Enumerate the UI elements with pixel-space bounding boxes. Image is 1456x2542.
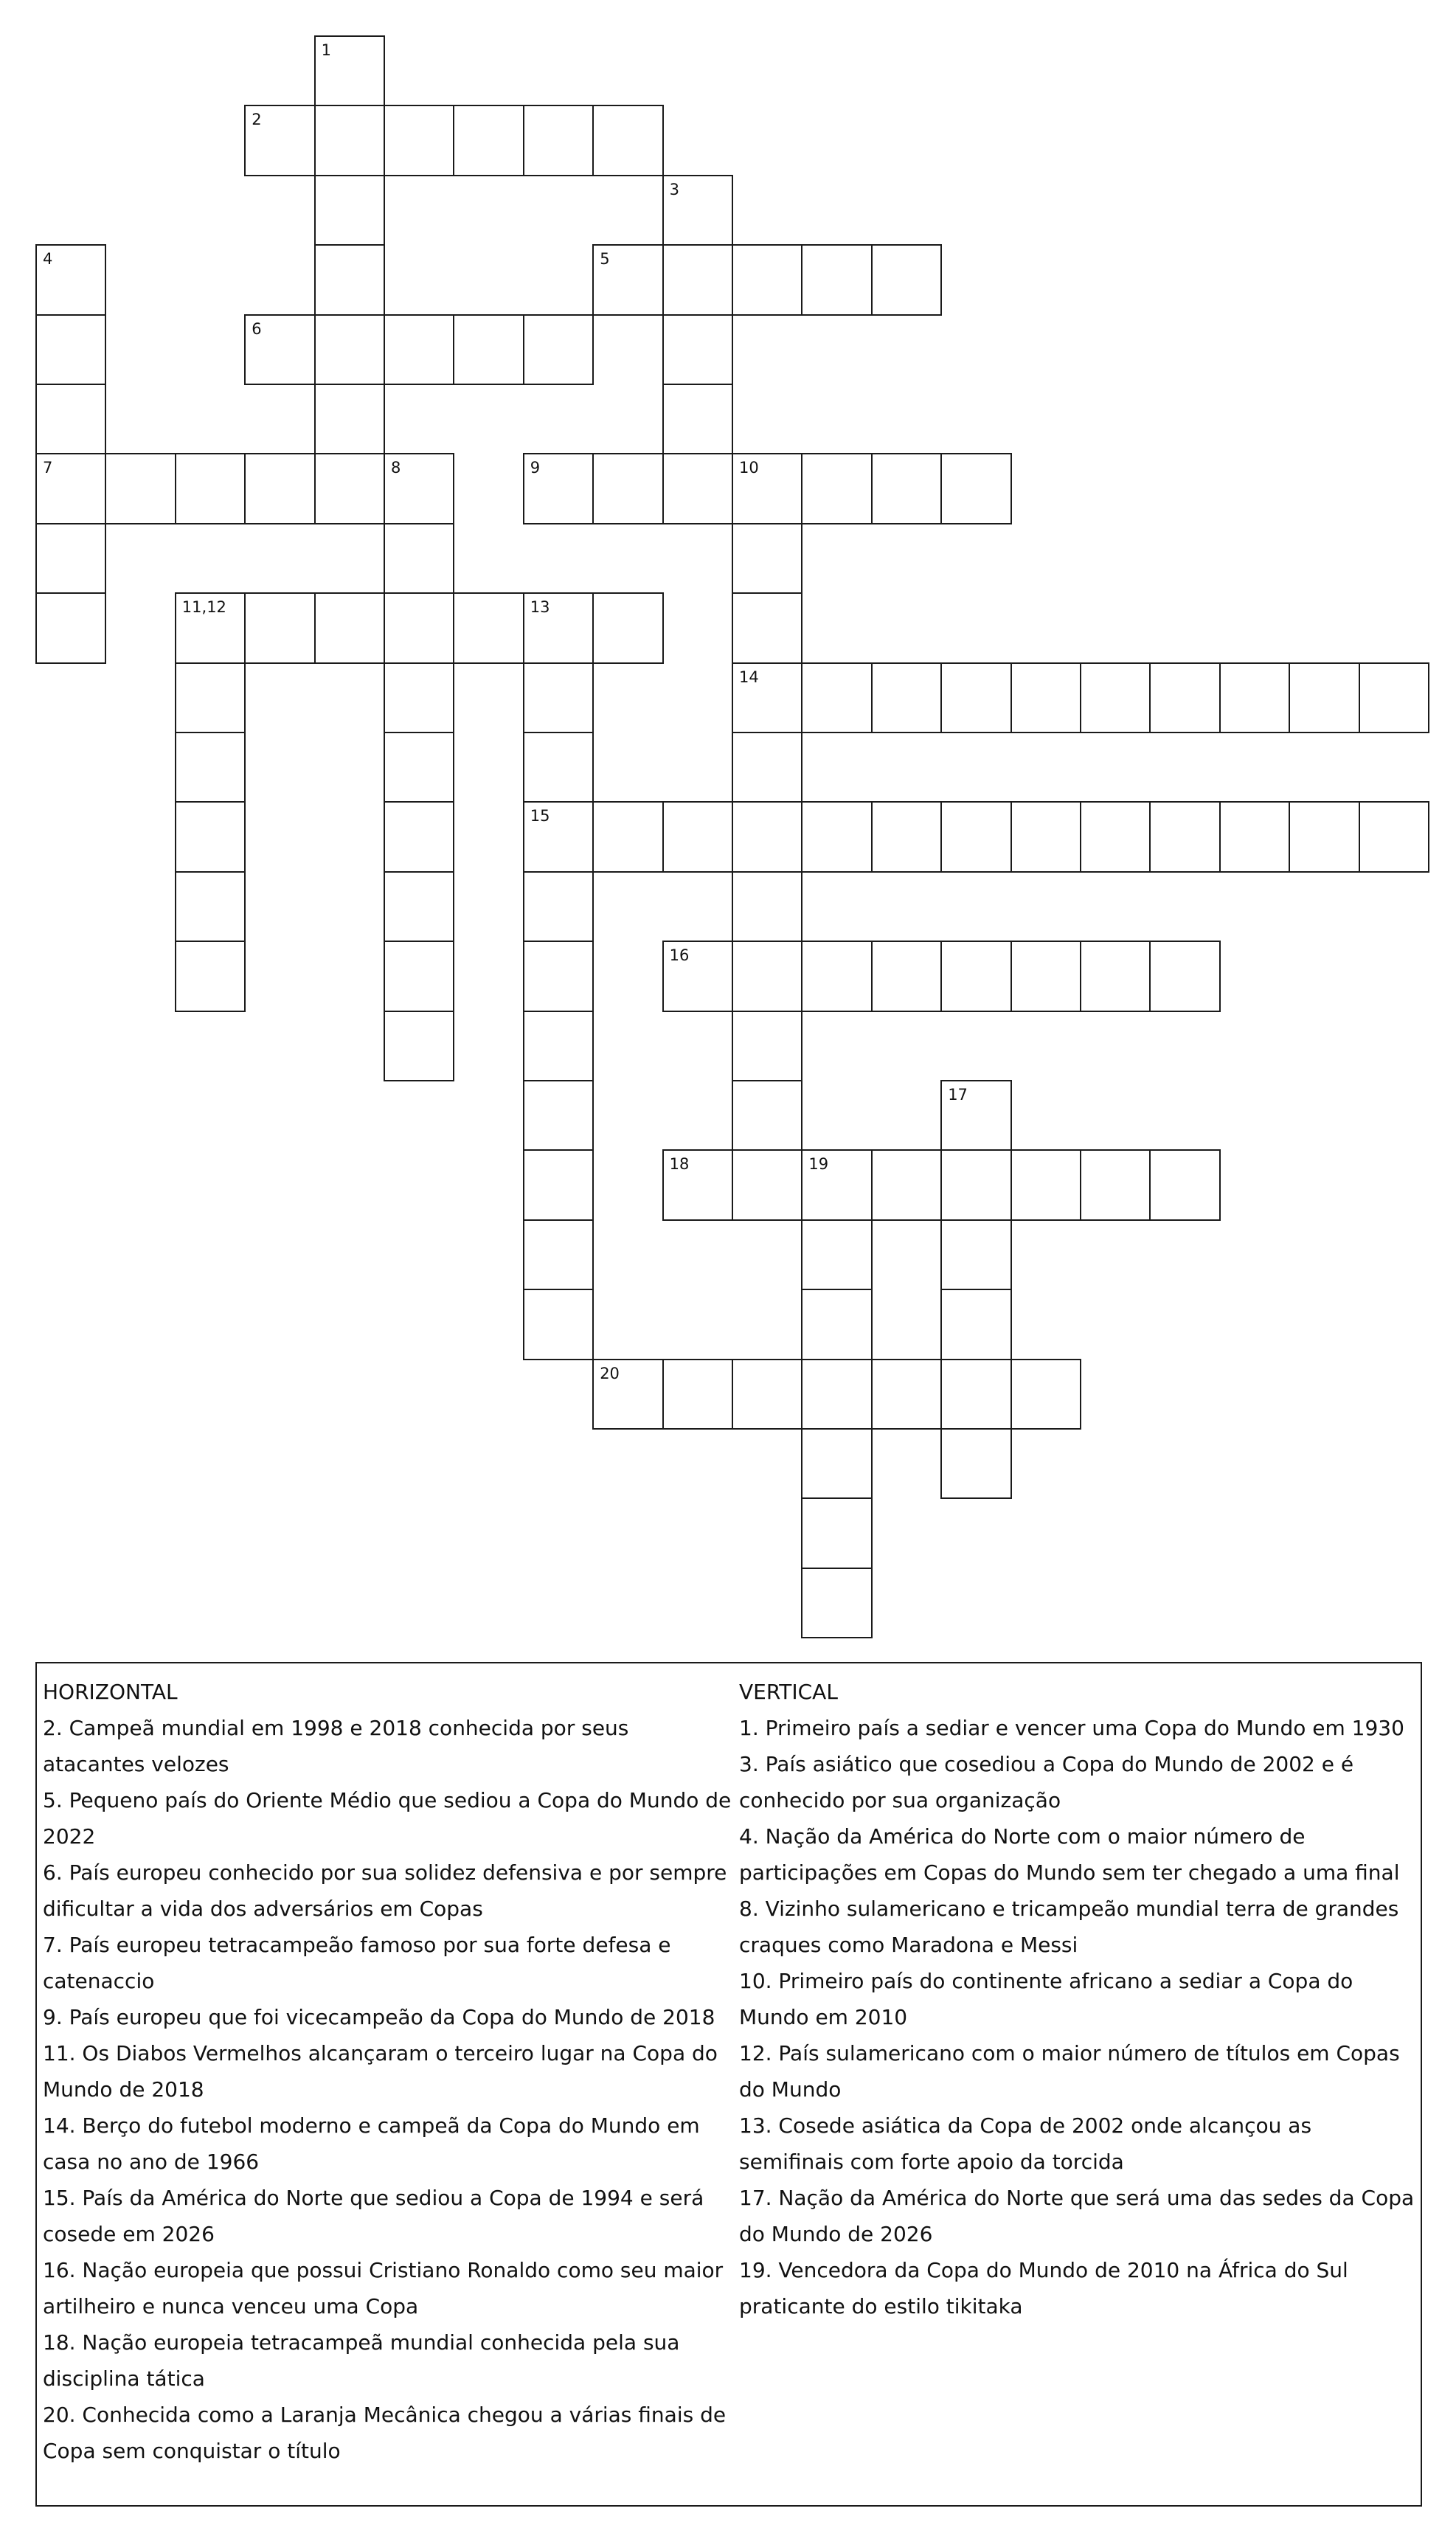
grid-cell[interactable]: [453, 592, 524, 663]
grid-cell[interactable]: [175, 801, 246, 872]
grid-cell[interactable]: [592, 801, 663, 872]
grid-cell[interactable]: [314, 105, 385, 176]
grid-cell[interactable]: [244, 105, 315, 176]
clue-number: 8: [391, 459, 401, 477]
clue-v-3: 3. País asiático que cosediou a Copa do Mundo de 2002 e é conhecido por sua organização: [739, 1752, 1354, 1812]
clue-number: 3: [669, 180, 679, 198]
clue-number: 2: [252, 111, 262, 129]
grid-cell[interactable]: [732, 523, 802, 594]
grid-cell[interactable]: [592, 244, 663, 315]
clue-number: 1: [321, 41, 331, 59]
grid-cell[interactable]: [732, 453, 802, 524]
clue-h-20: 20. Conhecida como a Laranja Mecânica chegou a várias finais de Copa sem conquistar o título: [43, 2403, 727, 2463]
grid-cell[interactable]: [523, 314, 594, 385]
grid-cell[interactable]: [1359, 662, 1429, 733]
grid-cell[interactable]: [801, 244, 872, 315]
grid-cell[interactable]: [871, 1149, 942, 1220]
grid-cell[interactable]: [940, 1359, 1011, 1430]
grid-cell[interactable]: [940, 941, 1011, 1011]
clue-h-18: 18. Nação europeia tetracampeã mundial conhecida pela sua disciplina tática: [43, 2330, 680, 2391]
grid-cell[interactable]: [314, 453, 385, 524]
grid-cell[interactable]: [314, 175, 385, 246]
grid-cell[interactable]: [523, 1289, 594, 1360]
grid-cell[interactable]: [523, 662, 594, 733]
grid-cell[interactable]: [871, 453, 942, 524]
grid-cell[interactable]: [35, 244, 106, 315]
grid-cell[interactable]: [871, 244, 942, 315]
clue-number: 6: [252, 319, 262, 338]
grid-cell[interactable]: [592, 592, 663, 663]
grid-cell[interactable]: [940, 1080, 1011, 1151]
grid-cell[interactable]: [1149, 801, 1220, 872]
clue-number: 10: [739, 459, 759, 477]
grid-cell[interactable]: [175, 453, 246, 524]
grid-cell[interactable]: [384, 105, 454, 176]
grid-cell[interactable]: [592, 1359, 663, 1430]
horizontal-title: HORIZONTAL: [43, 1680, 178, 1704]
clue-h-7: 7. País europeu tetracampeão famoso por sua forte defesa e catenaccio: [43, 1933, 671, 1993]
grid-cell[interactable]: [592, 453, 663, 524]
grid-cell[interactable]: [1080, 941, 1151, 1011]
grid-cell[interactable]: [732, 592, 802, 663]
grid-cell[interactable]: [1010, 1149, 1081, 1220]
grid-cell[interactable]: [871, 801, 942, 872]
grid-cell[interactable]: [1080, 662, 1151, 733]
grid-cell[interactable]: [453, 314, 524, 385]
clue-v-10: 10. Primeiro país do continente africano a sediar a Copa do Mundo em 2010: [739, 1969, 1353, 2029]
grid-cell[interactable]: [175, 871, 246, 942]
grid-cell[interactable]: [523, 871, 594, 942]
grid-cell[interactable]: [662, 384, 733, 454]
grid-cell[interactable]: [732, 801, 802, 872]
vertical-clues: [739, 1674, 1418, 2324]
clue-number: 5: [600, 250, 610, 269]
grid-cell[interactable]: [314, 592, 385, 663]
grid-cell[interactable]: [314, 35, 385, 106]
grid-cell[interactable]: [35, 384, 106, 454]
grid-cell[interactable]: [1219, 662, 1290, 733]
grid-cell[interactable]: [871, 941, 942, 1011]
clue-number: 13: [530, 598, 550, 617]
grid-cell[interactable]: [732, 732, 802, 803]
grid-cell[interactable]: [1289, 801, 1359, 872]
grid-cell[interactable]: [523, 1011, 594, 1081]
grid-cell[interactable]: [940, 801, 1011, 872]
grid-cell[interactable]: [523, 732, 594, 803]
grid-cell[interactable]: [523, 941, 594, 1011]
grid-cell[interactable]: [523, 453, 594, 524]
grid-cell[interactable]: [662, 941, 733, 1011]
clue-number: 4: [43, 250, 53, 269]
clue-number: 18: [669, 1155, 690, 1174]
grid-cell[interactable]: [801, 1428, 872, 1499]
grid-cell[interactable]: [384, 523, 454, 594]
grid-cell[interactable]: [523, 1219, 594, 1290]
grid-cell[interactable]: [314, 314, 385, 385]
grid-cell[interactable]: [453, 105, 524, 176]
grid-cell[interactable]: [35, 453, 106, 524]
grid-cell[interactable]: [801, 1497, 872, 1568]
grid-cell[interactable]: [314, 384, 385, 454]
grid-cell[interactable]: [523, 1080, 594, 1151]
grid-cell[interactable]: [523, 1149, 594, 1220]
grid-cell[interactable]: [732, 662, 802, 733]
grid-cell[interactable]: [523, 105, 594, 176]
grid-cell[interactable]: [175, 592, 246, 663]
clue-h-9: 9. País europeu que foi vicecampeão da Copa do Mundo de 2018: [43, 2005, 715, 2029]
grid-cell[interactable]: [384, 592, 454, 663]
grid-cell[interactable]: [940, 1428, 1011, 1499]
clue-h-11: 11. Os Diabos Vermelhos alcançaram o terceiro lugar na Copa do Mundo de 2018: [43, 2041, 718, 2102]
grid-cell[interactable]: [871, 1359, 942, 1430]
grid-cell[interactable]: [35, 523, 106, 594]
grid-cell[interactable]: [732, 941, 802, 1011]
grid-cell[interactable]: [244, 453, 315, 524]
grid-cell[interactable]: [662, 175, 733, 246]
grid-cell[interactable]: [801, 1289, 872, 1360]
clue-h-2: 2. Campeã mundial em 1998 e 2018 conhecida por seus atacantes velozes: [43, 1716, 629, 1776]
grid-cell[interactable]: [35, 314, 106, 385]
clue-number: 19: [808, 1155, 829, 1174]
grid-cell[interactable]: [1149, 662, 1220, 733]
grid-cell[interactable]: [1359, 801, 1429, 872]
clue-number: 7: [43, 459, 53, 477]
clues-box: [35, 1662, 1422, 2507]
clue-number: 15: [530, 807, 550, 825]
grid-cell[interactable]: [105, 453, 176, 524]
grid-cell[interactable]: [1010, 1359, 1081, 1430]
clue-number: 17: [948, 1086, 968, 1104]
grid-cell[interactable]: [801, 1568, 872, 1638]
grid-cell[interactable]: [662, 1149, 733, 1220]
clue-v-4: 4. Nação da América do Norte com o maior número de participações em Copas do Mundo sem ter chegado a uma final: [739, 1824, 1400, 1885]
grid-cell[interactable]: [801, 1359, 872, 1430]
grid-cell[interactable]: [801, 941, 872, 1011]
grid-cell[interactable]: [384, 941, 454, 1011]
vertical-title: VERTICAL: [739, 1680, 838, 1704]
grid-cell[interactable]: [384, 453, 454, 524]
grid-cell[interactable]: [592, 105, 663, 176]
grid-cell[interactable]: [662, 314, 733, 385]
clue-number: 11,12: [181, 598, 226, 617]
grid-cell[interactable]: [801, 801, 872, 872]
grid-cell[interactable]: [1289, 662, 1359, 733]
grid-cell[interactable]: [801, 662, 872, 733]
grid-cell[interactable]: [384, 662, 454, 733]
grid-cell[interactable]: [1010, 801, 1081, 872]
grid-cell[interactable]: [940, 1289, 1011, 1360]
clue-h-6: 6. País europeu conhecido por sua solidez defensiva e por sempre dificultar a vida dos adversários em Copas: [43, 1860, 727, 1921]
grid-cell[interactable]: [175, 941, 246, 1011]
grid-cell[interactable]: [384, 314, 454, 385]
grid-cell[interactable]: [244, 314, 315, 385]
grid-cell[interactable]: [1010, 662, 1081, 733]
grid-cell[interactable]: [175, 732, 246, 803]
grid-cell[interactable]: [940, 453, 1011, 524]
grid-cell[interactable]: [801, 1149, 872, 1220]
grid-cell[interactable]: [940, 1149, 1011, 1220]
clue-number: 14: [739, 668, 759, 686]
grid-cell[interactable]: [732, 1359, 802, 1430]
clue-number: 16: [669, 946, 690, 965]
clue-v-19: 19. Vencedora da Copa do Mundo de 2010 na África do Sul praticante do estilo tikitaka: [739, 2258, 1348, 2318]
grid-cell[interactable]: [940, 1219, 1011, 1290]
grid-cell[interactable]: [662, 801, 733, 872]
grid-cell[interactable]: [732, 1080, 802, 1151]
grid-cell[interactable]: [662, 453, 733, 524]
grid-cell[interactable]: [732, 1011, 802, 1081]
grid-cell[interactable]: [732, 244, 802, 315]
grid-cell[interactable]: [523, 592, 594, 663]
clue-h-16: 16. Nação europeia que possui Cristiano Ronaldo como seu maior artilheiro e nunca venceu uma Copa: [43, 2258, 724, 2318]
grid-cell[interactable]: [384, 871, 454, 942]
grid-cell[interactable]: [523, 801, 594, 872]
grid-cell[interactable]: [384, 801, 454, 872]
horizontal-clues: [43, 1674, 736, 2469]
grid-cell[interactable]: [314, 244, 385, 315]
grid-cell[interactable]: [801, 453, 872, 524]
grid-cell[interactable]: [35, 592, 106, 663]
grid-cell[interactable]: [732, 1149, 802, 1220]
grid-cell[interactable]: [1219, 801, 1290, 872]
grid-cell[interactable]: [662, 244, 733, 315]
clue-v-17: 17. Nação da América do Norte que será uma das sedes da Copa do Mundo de 2026: [739, 2186, 1415, 2246]
grid-cell[interactable]: [1080, 801, 1151, 872]
grid-cell[interactable]: [1010, 941, 1081, 1011]
clue-v-12: 12. País sulamericano com o maior número de títulos em Copas do Mundo: [739, 2041, 1400, 2102]
grid-cell[interactable]: [175, 662, 246, 733]
grid-cell[interactable]: [244, 592, 315, 663]
grid-cell[interactable]: [732, 871, 802, 942]
grid-cell[interactable]: [662, 1359, 733, 1430]
grid-cell[interactable]: [1080, 1149, 1151, 1220]
grid-cell[interactable]: [801, 1219, 872, 1290]
clue-v-8: 8. Vizinho sulamericano e tricampeão mundial terra de grandes craques como Maradona e Messi: [739, 1897, 1399, 1957]
clue-number: 9: [530, 459, 541, 477]
grid-cell[interactable]: [384, 1011, 454, 1081]
grid-cell[interactable]: [1149, 1149, 1220, 1220]
grid-cell[interactable]: [1149, 941, 1220, 1011]
clue-v-13: 13. Cosede asiática da Copa de 2002 onde alcançou as semifinais com forte apoio da torcida: [739, 2113, 1312, 2174]
clue-h-15: 15. País da América do Norte que sediou a Copa de 1994 e será cosede em 2026: [43, 2186, 704, 2246]
clue-h-14: 14. Berço do futebol moderno e campeã da Copa do Mundo em casa no ano de 1966: [43, 2113, 700, 2174]
grid-cell[interactable]: [871, 662, 942, 733]
clue-v-1: 1. Primeiro país a sediar e vencer uma Copa do Mundo em 1930: [739, 1716, 1404, 1740]
clue-number: 20: [600, 1364, 620, 1382]
grid-cell[interactable]: [940, 662, 1011, 733]
clue-h-5: 5. Pequeno país do Oriente Médio que sediou a Copa do Mundo de 2022: [43, 1788, 732, 1849]
grid-cell[interactable]: [384, 732, 454, 803]
